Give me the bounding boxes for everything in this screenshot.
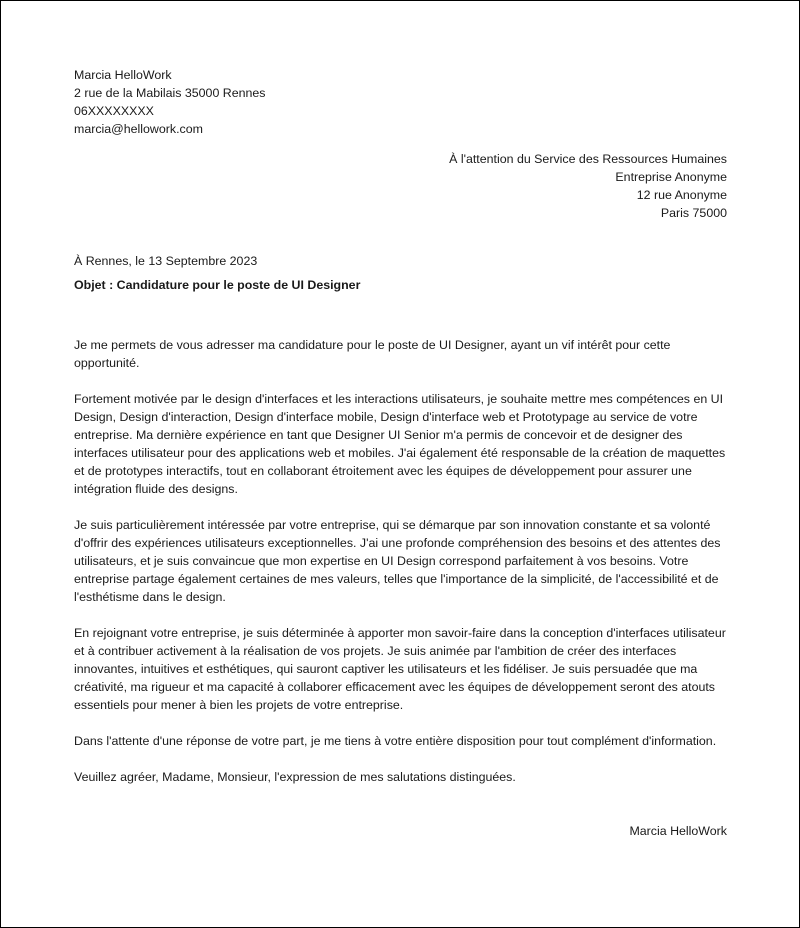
recipient-company: Entreprise Anonyme (615, 170, 727, 184)
recipient-attention: À l'attention du Service des Ressources Humaines (449, 152, 727, 166)
sender-name: Marcia HelloWork (74, 68, 172, 82)
sender-email: marcia@hellowork.com (74, 122, 203, 136)
paragraph-availability: Dans l'attente d'une réponse de votre part, je me tiens à votre entière disposition pour tout complément d'information. (74, 734, 717, 748)
recipient-city: Paris 75000 (660, 206, 727, 220)
paragraph-intro: Je me permets de vous adresser ma candidature pour le poste de UI Designer, ayant un vif intérêt pour cette opportunité. (74, 338, 671, 370)
sender-block (74, 66, 727, 138)
signature: Marcia HelloWork (629, 824, 727, 838)
paragraph-experience: Fortement motivée par le design d'interfaces et les interactions utilisateurs, je souhaite mettre mes compétences en UI Design, Design d'interaction, Design d'interface mobile, Design d'interface web et Prototypage au service de votre entreprise. Ma dernière expérience en tant que Designer UI Senior m'a permis de concevoir et de designer des interfaces utilisateur pour des applications web et mobiles. J'ai également été responsable de la création de maquettes et de prototypes interactifs, tout en collaborant étroitement avec les équipes de développement pour assurer une intégration fluide des designs. (74, 392, 726, 496)
sender-phone: 06XXXXXXXX (74, 104, 154, 118)
paragraph-company-interest: Je suis particulièrement intéressée par votre entreprise, qui se démarque par son innovation constante et sa volonté d'offrir des expériences utilisateurs exceptionnelles. J'ai une profonde compréhension des besoins et des attentes des utilisateurs, et je suis convaincue que mon expertise en UI Design correspond parfaitement à vos besoins. Votre entreprise partage également certaines de mes valeurs, telles que l'importance de la simplicité, de l'accessibilité et de l'esthétisme dans le design. (74, 518, 721, 604)
letter-body (74, 336, 727, 786)
sender-address: 2 rue de la Mabilais 35000 Rennes (74, 86, 266, 100)
letter-subject: Objet : Candidature pour le poste de UI Designer (74, 278, 361, 292)
paragraph-motivation: En rejoignant votre entreprise, je suis déterminée à apporter mon savoir-faire dans la conception d'interfaces utilisateur et à contribuer activement à la réalisation de vos projets. Je suis animée par l'ambition de créer des interfaces innovantes, intuitives et esthétiques, qui sauront captiver les utilisateurs et les fidéliser. Je suis persuadée que ma créativité, ma rigueur et ma capacité à collaborer efficacement avec les équipes de développement seront des atouts essentiels pour mener à bien les projets de votre entreprise. (74, 626, 726, 712)
paragraph-closing: Veuillez agréer, Madame, Monsieur, l'expression de mes salutations distinguées. (74, 770, 516, 784)
letter-date: À Rennes, le 13 Septembre 2023 (74, 254, 258, 268)
recipient-street: 12 rue Anonyme (636, 188, 727, 202)
recipient-block (74, 150, 727, 222)
